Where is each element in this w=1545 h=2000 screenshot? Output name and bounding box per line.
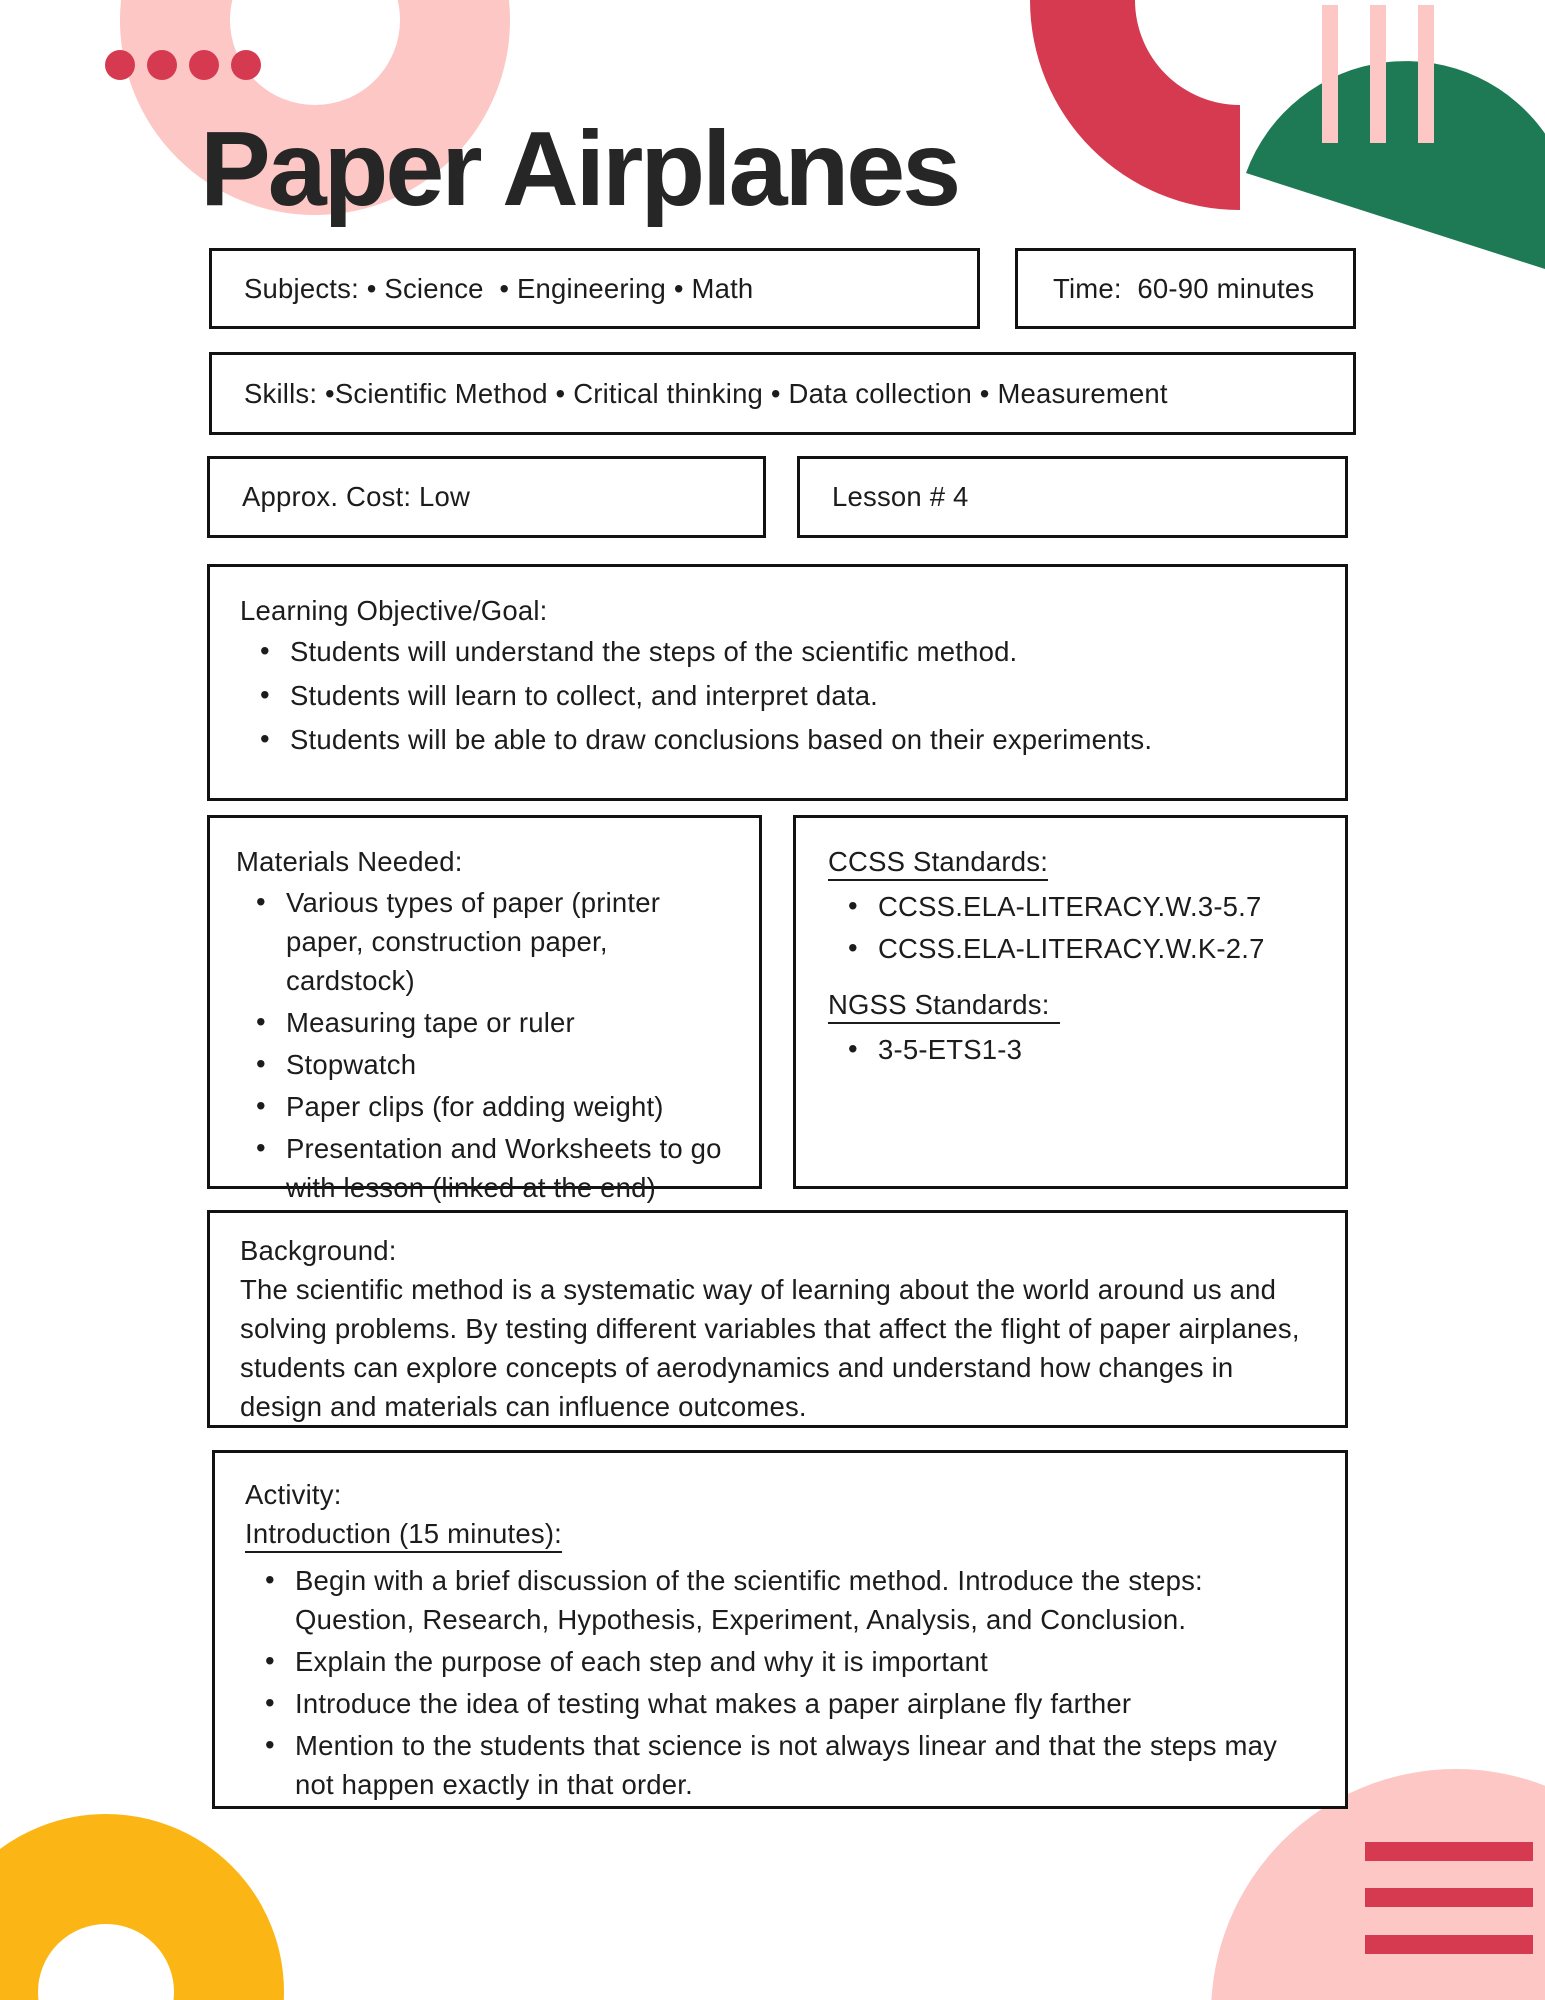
pink-stripes-decoration <box>1322 5 1434 143</box>
list-item: • Begin with a brief discussion of the scientific method. Introduce the steps: Question, Research, Hypothesis, Experiment, Analysis, and Conclusion. <box>245 1561 1319 1639</box>
ccss-standards-heading: CCSS Standards: <box>828 842 1321 881</box>
time-box <box>1015 248 1356 329</box>
list-item: • Measuring tape or ruler <box>236 1003 735 1042</box>
learning-objective-heading: Learning Objective/Goal: <box>240 595 548 626</box>
time-text: Time: 60-90 minutes <box>1053 272 1315 304</box>
list-item: • Students will learn to collect, and interpret data. <box>240 676 1315 715</box>
subjects-text: Subjects: • Science • Engineering • Math <box>244 272 754 304</box>
lesson-number-text: Lesson # 4 <box>832 481 969 513</box>
skills-text: Skills: •Scientific Method • Critical thinking • Data collection • Measurement <box>244 377 1168 409</box>
red-dots-decoration <box>105 50 261 80</box>
ccss-standards-list <box>828 887 1321 968</box>
learning-objective-box <box>207 564 1348 801</box>
background-text: The scientific method is a systematic way of learning about the world around us and solving problems. By testing different variables that affect the flight of paper airplanes, students can explore concepts of aerodynamics and understand how changes in design and materials can influence outcomes. <box>240 1274 1300 1423</box>
cost-box <box>207 456 766 538</box>
standards-box <box>793 815 1348 1189</box>
cost-text: Approx. Cost: Low <box>242 481 471 513</box>
list-item: • Paper clips (for adding weight) <box>236 1087 735 1126</box>
page-title: Paper Airplanes <box>200 110 959 228</box>
list-item: • Explain the purpose of each step and why it is important <box>245 1642 1319 1681</box>
materials-list <box>236 883 735 1207</box>
list-item: • Students will be able to draw conclusions based on their experiments. <box>240 720 1315 759</box>
activity-subheading: Introduction (15 minutes): <box>245 1514 1319 1553</box>
ngss-standards-list <box>828 1030 1321 1069</box>
activity-heading: Activity: <box>245 1479 342 1510</box>
list-item: • Various types of paper (printer paper, construction paper, cardstock) <box>236 883 735 1000</box>
red-arc-shape <box>1030 0 1240 210</box>
list-item: • Introduce the idea of testing what makes a paper airplane fly farther <box>245 1684 1319 1723</box>
yellow-donut-shape <box>0 1869 229 2000</box>
activity-list <box>245 1561 1319 1804</box>
learning-objective-list <box>240 632 1315 759</box>
activity-box <box>212 1450 1348 1809</box>
list-item: • CCSS.ELA-LITERACY.W.K-2.7 <box>828 929 1321 968</box>
list-item: • Students will understand the steps of the scientific method. <box>240 632 1315 671</box>
ngss-standards-heading: NGSS Standards: <box>828 985 1321 1024</box>
list-item: • CCSS.ELA-LITERACY.W.3-5.7 <box>828 887 1321 926</box>
green-half-circle-shape <box>1246 61 1545 270</box>
materials-heading: Materials Needed: <box>236 846 463 877</box>
background-box <box>207 1210 1348 1428</box>
list-item: • Stopwatch <box>236 1045 735 1084</box>
subjects-box <box>209 248 980 329</box>
background-heading: Background: <box>240 1235 397 1266</box>
skills-box <box>209 352 1356 435</box>
list-item: • 3-5-ETS1-3 <box>828 1030 1321 1069</box>
materials-box <box>207 815 762 1204</box>
red-bars-decoration <box>1365 1842 1533 1954</box>
list-item: • Presentation and Worksheets to go with lesson (linked at the end) <box>236 1129 735 1207</box>
list-item: • Mention to the students that science is not always linear and that the steps may not happen exactly in that order. <box>245 1726 1319 1804</box>
lesson-number-box <box>797 456 1348 538</box>
